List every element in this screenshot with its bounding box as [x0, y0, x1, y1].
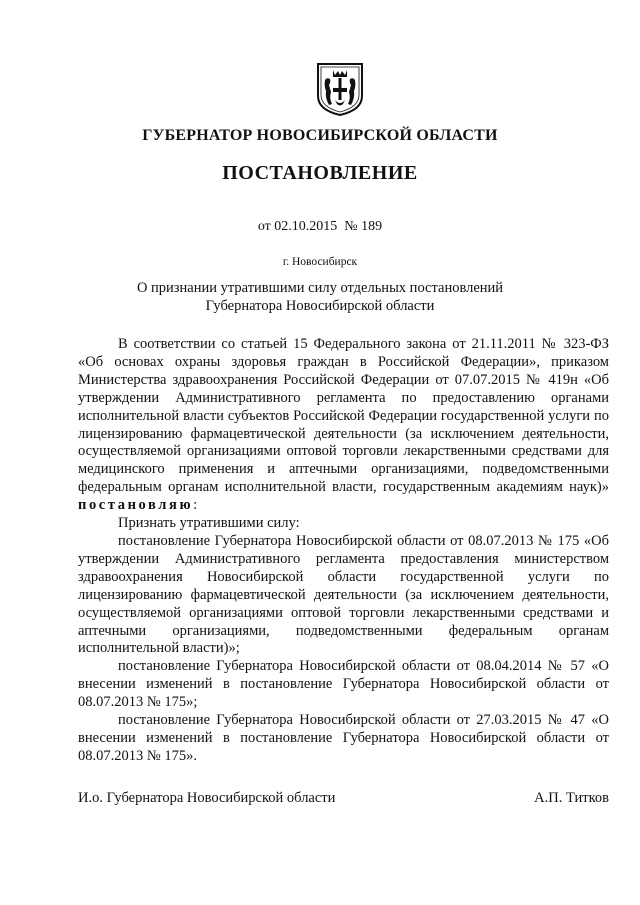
- repeal-intro: Признать утратившими силу:: [118, 515, 300, 532]
- signatory-role: И.о. Губернатора Новосибирской области: [78, 790, 336, 806]
- repealed-item-2: постановление Губернатора Новосибирской области от 08.04.2014 № 57 «О внесении изменений в постановление Губернатора Новосибирской области от 08.07.2013 № 175»;: [78, 658, 609, 711]
- repealed-item-3: постановление Губернатора Новосибирской области от 27.03.2015 № 47 «О внесении изменений в постановление Губернатора Новосибирской области от 08.07.2013 № 175».: [78, 712, 609, 764]
- preamble-end: :: [193, 497, 198, 514]
- date-and-number: от 02.10.2015 № 189: [257, 219, 383, 234]
- document-body: [78, 336, 609, 766]
- preamble-paragraph: [78, 336, 609, 515]
- preamble-text: В соответствии со статьей 15 Федерального закона от 21.11.2011 № 323-ФЗ «Об основах охраны здоровья граждан в Российской Федерации», приказом Министерства здравоохранения Российской Федерации от 07.07.2015 № 419н «Об утверждении Административного регламента по предоставлению органами исполнительной власти субъектов Российской Федерации государственной услуги по лицензированию фармацевтической деятельности (за исключением деятельности, осуществляемой организациями оптовой торговли лекарственными средствами для медицинского применения и аптечными организациями, подведомственными федеральным органам исполнительной власти, государственным академиям наук)»: [78, 336, 609, 496]
- issuing-authority: ГУБЕРНАТОР НОВОСИБИРСКОЙ ОБЛАСТИ: [142, 127, 498, 144]
- signatory-name: А.П. Титков: [534, 790, 609, 806]
- subject-line-2: Губернатора Новосибирской области: [205, 298, 435, 314]
- city: г. Новосибирск: [282, 256, 358, 268]
- coat-of-arms-icon: [316, 62, 364, 116]
- subject-line-1: О признании утратившими силу отдельных постановлений: [136, 280, 504, 296]
- document-type: ПОСТАНОВЛЕНИЕ: [222, 162, 418, 184]
- document-subject: [0, 279, 640, 315]
- repealed-item-1: постановление Губернатора Новосибирской области от 08.07.2013 № 175 «Об утверждении Административного регламента предоставления министерством здравоохранения Новосибирской области государственной услуги по лицензированию фармацевтической деятельности (за исключением деятельности, осуществляемой организациями оптовой торговли лекарственными средствами и аптечными организациями, подведомственными федеральным органам исполнительной власти)»;: [78, 532, 609, 657]
- resolution-keyword: постановляю: [78, 497, 194, 514]
